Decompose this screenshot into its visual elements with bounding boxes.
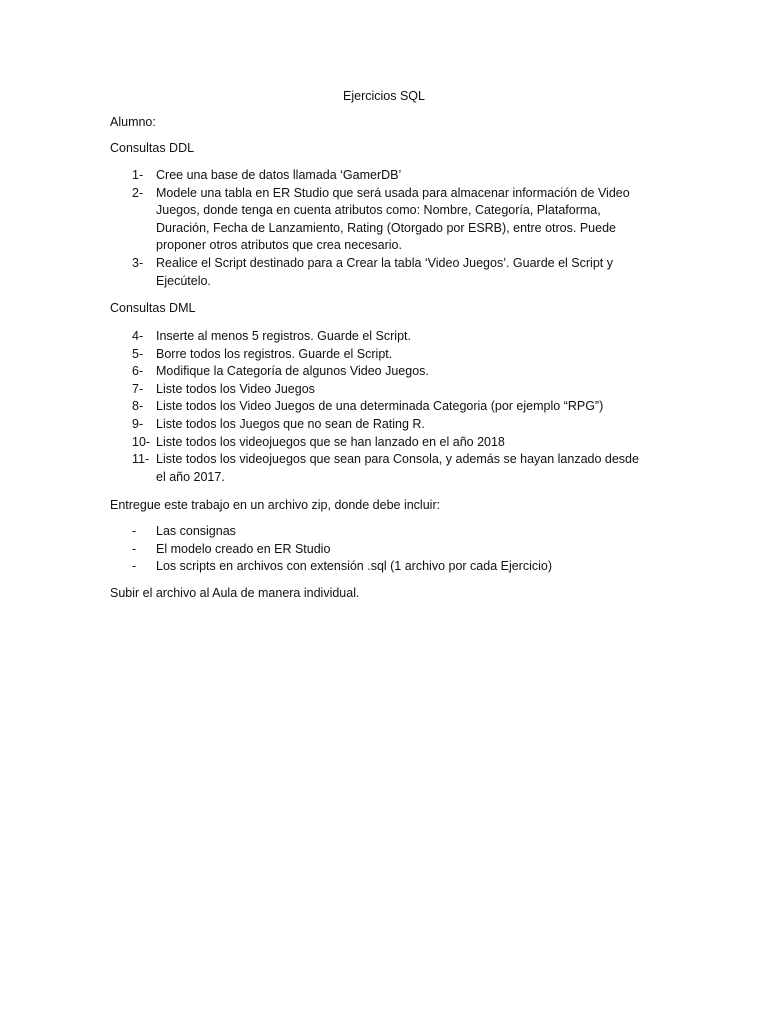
item-text: Inserte al menos 5 registros. Guarde el Script. (156, 329, 411, 343)
ddl-list (110, 167, 650, 290)
dml-heading: Consultas DML (110, 301, 196, 315)
item-number: 6- (132, 364, 144, 379)
list-item (110, 541, 650, 559)
document-title: Ejercicios SQL (343, 89, 425, 103)
list-item (110, 451, 650, 486)
list-item (110, 381, 650, 399)
ddl-heading: Consultas DDL (110, 141, 195, 155)
item-number: 2- (132, 185, 144, 200)
alumno-label: Alumno: (110, 115, 156, 129)
item-number: 5- (132, 346, 144, 361)
list-item (110, 558, 650, 576)
item-dash: - (132, 541, 137, 556)
list-item (110, 255, 650, 290)
item-number: 10- (132, 434, 151, 449)
item-text: Liste todos los Video Juegos (156, 381, 315, 396)
list-item (110, 167, 650, 185)
list-item (110, 363, 650, 381)
list-item (110, 328, 650, 346)
item-text: Liste todos los videojuegos que sean para Consola, y además se hayan lanzado desde el año 2017. (156, 452, 639, 484)
item-text: Liste todos los Video Juegos de una determinada Categoria (por ejemplo “RPG”) (156, 399, 604, 414)
item-number: 3- (132, 255, 144, 270)
item-number: 9- (132, 416, 144, 431)
closing-text: Subir el archivo al Aula de manera individual. (110, 586, 360, 600)
item-number: 4- (132, 329, 144, 343)
item-text: Modifique la Categoría de algunos Video Juegos. (156, 364, 429, 379)
item-text: Las consignas (156, 524, 236, 538)
item-text: Cree una base de datos llamada ‘GamerDB’ (156, 168, 402, 182)
list-item (110, 398, 650, 416)
item-text: Modele una tabla en ER Studio que será usada para almacenar información de Video Juegos, donde tenga en cuenta atributos como: Nombre, Categoría, Plataforma, Duración, Fecha de Lanzamiento, Rating (Otorgado por ESRB), entre otros. Puede proponer otros atributos que crea necesario. (156, 185, 630, 253)
item-text: Liste todos los videojuegos que se han lanzado en el año 2018 (156, 434, 505, 449)
item-text: Los scripts en archivos con extensión .sql (1 archivo por cada Ejercicio) (156, 559, 553, 574)
list-item (110, 416, 650, 434)
deliver-list (110, 523, 650, 576)
item-number: 7- (132, 381, 144, 396)
list-item (110, 434, 650, 452)
list-item (110, 346, 650, 364)
item-number: 11- (132, 452, 150, 467)
list-item (110, 185, 650, 255)
item-text: Realice el Script destinado para a Crear la tabla ‘Video Juegos’. Guarde el Script y Ejecútelo. (156, 255, 613, 288)
item-dash: - (132, 524, 137, 538)
dml-list (110, 328, 650, 486)
deliver-text: Entregue este trabajo en un archivo zip, donde debe incluir: (110, 498, 441, 512)
item-dash: - (132, 559, 137, 574)
item-number: 1- (132, 168, 144, 182)
item-text: Liste todos los Juegos que no sean de Rating R. (156, 416, 425, 431)
list-item (110, 523, 650, 541)
item-number: 8- (132, 399, 144, 414)
item-text: Borre todos los registros. Guarde el Script. (156, 346, 393, 361)
item-text: El modelo creado en ER Studio (156, 541, 331, 556)
